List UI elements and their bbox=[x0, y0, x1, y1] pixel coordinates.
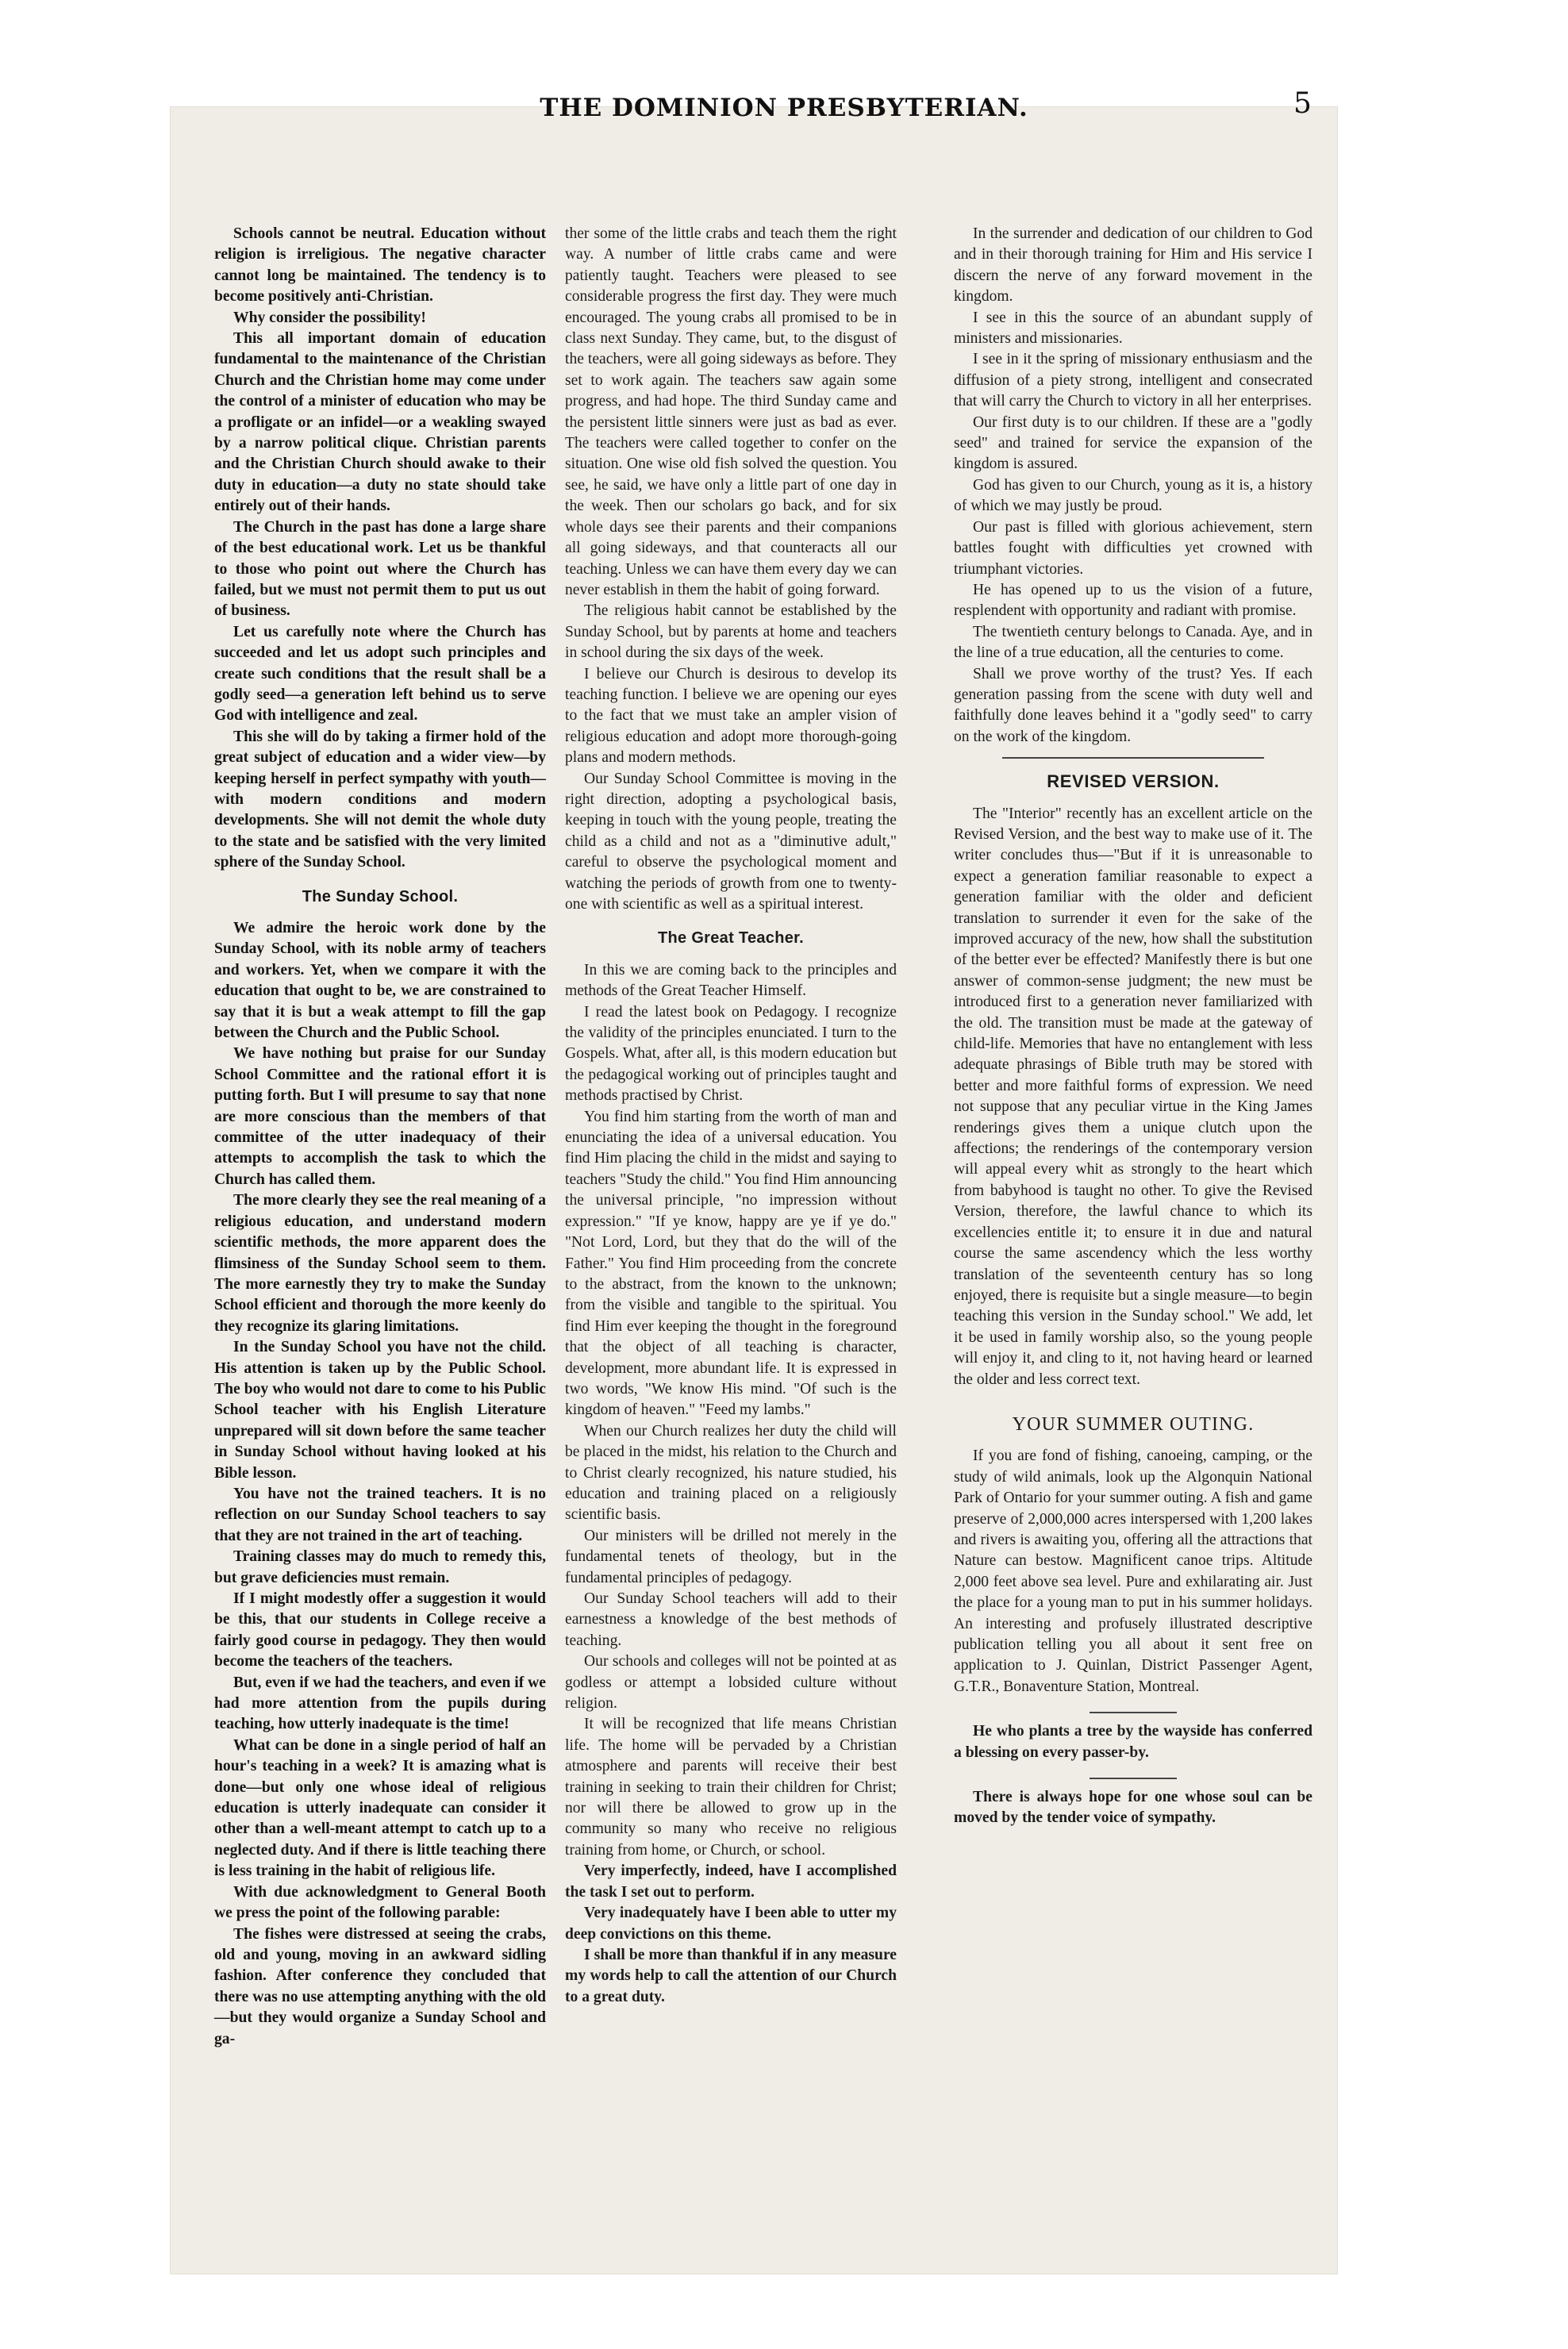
divider-rule bbox=[1002, 757, 1264, 759]
paragraph: Why consider the possibility! bbox=[233, 309, 426, 326]
masthead-title: THE DOMINION PRESBYTERIAN. bbox=[540, 94, 1028, 122]
paragraph: Very imperfectly, indeed, have I accomplished the task I set out to perform. bbox=[565, 1863, 897, 1901]
paragraph: You find him starting from the worth of man and enunciating the idea of a universal education. You find Him placing the child in the midst and saying to teachers "Study the child." You find Him announcing the universal principle, "no impression without expression." "If ye know, happy are ye if ye do." "Not Lord, Lord, but they that do the will of the Father." You find Him proceeding from the concrete to the abstract, from the known to the unknown; from the visible and tangible to the spiritual. You find Him ever keeping the thought in the foreground that the object of all teaching is character, development, more abundant life. It is expressed in two words, "We know His mind. "Of such is the kingdom of heaven." "Feed my lambs." bbox=[565, 1108, 897, 1419]
paragraph: What can be done in a single period of half an hour's teaching in a week? It is amazing what is done—but only one whose ideal of religious education is utterly inadequate can consider it other than a well-meant attempt to catch up to a neglected duty. And if there is little teaching there is less training in the habit of religious life. bbox=[214, 1736, 546, 1880]
page-number: 5 bbox=[1293, 87, 1312, 120]
paragraph: Our Sunday School teachers will add to their earnestness a knowledge of the best methods of teaching. bbox=[565, 1590, 897, 1649]
paragraph: In the Sunday School you have not the child. His attention is taken up by the Public School. The boy who would not dare to come to his Public School teacher with his English Literature unprepared will sit down before the same teacher in Sunday School without having looked at his Bible lesson. bbox=[214, 1339, 546, 1482]
paragraph: We have nothing but praise for our Sunday School Committee and the rational effort it is putting forth. But I will presume to say that none are more conscious than the members of that committee of the utter inadequacy of their attempts to accomplish the task to which the Church has called them. bbox=[214, 1045, 546, 1188]
paragraph: I shall be more than thankful if in any measure my words help to call the attention of our Church to a great duty. bbox=[565, 1946, 897, 2005]
section-heading-summer-outing: YOUR SUMMER OUTING. bbox=[1012, 1413, 1255, 1435]
column-1 bbox=[214, 224, 546, 2050]
paragraph: Very inadequately have I been able to utter my deep convictions on this theme. bbox=[565, 1905, 897, 1943]
paragraph: This all important domain of education fundamental to the maintenance of the Christian Church and the Christian home may come under the control of a minister of education who may be a profligate or an infidel—or a weakling swayed by a narrow political clique. Christian parents and the Christian Church should awake to their duty in education—a duty no state should take entirely out of their hands. bbox=[214, 330, 546, 515]
paragraph: God has given to our Church, young as it is, a history of which we may justly be proud. bbox=[954, 476, 1312, 515]
paragraph: Shall we prove worthy of the trust? Yes. If each generation passing from the scene with duty well and faithfully done leaves behind it a "godly seed" to carry on the work of the kingdom. bbox=[954, 665, 1312, 745]
paragraph: Our past is filled with glorious achievement, stern battles fought with difficulties yet crowned with triumphant victories. bbox=[954, 518, 1312, 578]
paragraph: We admire the heroic work done by the Sunday School, with its noble army of teachers and workers. Yet, when we compare it with the education that ought to be, we are constrained to say that it is but a weak attempt to fill the gap between the Church and the Public School. bbox=[214, 920, 546, 1042]
paragraph: ther some of the little crabs and teach them the right way. A number of little crabs came and were patiently taught. Teachers were pleased to see considerable progress the first day. They were much encouraged. The young crabs all promised to be in class next Sunday. They came, but, to the disgust of the teachers, were all going sideways as before. They set to work again. The teachers saw again some progress, and had hope. The third Sunday came and the persistent little sinners were just as bad as ever. The teachers were called together to confer on the situation. One wise old fish solved the question. You see, he said, we have only a little part of one day in the week. Then our scholars go back, and for six whole days see their parents and their companions all going sideways, and that counteracts all our teaching. Unless we can have them every day we can never establish in them the habit of going forward. bbox=[565, 225, 897, 598]
paragraph: I see in it the spring of missionary enthusiasm and the diffusion of a piety strong, intelligent and consecrated that will carry the Church to victory in all her enterprises. bbox=[954, 351, 1312, 410]
paragraph: Our ministers will be drilled not merely in the fundamental tenets of theology, but in the fundamental principles of pedagogy. bbox=[565, 1527, 897, 1586]
column-3 bbox=[954, 224, 1312, 1829]
divider-rule bbox=[1090, 1778, 1177, 1779]
paragraph: I read the latest book on Pedagogy. I recognize the validity of the principles enunciated. I turn to the Gospels. What, after all, is this modern education but the pedagogical working out of principles taught and methods practised by Christ. bbox=[565, 1003, 897, 1105]
section-heading-revised-version: REVISED VERSION. bbox=[1047, 771, 1220, 792]
paragraph: With due acknowledgment to General Booth we press the point of the following parable: bbox=[214, 1883, 546, 1922]
paragraph: Let us carefully note where the Church has succeeded and let us adopt such principles and create such conditions that the result shall be a godly seed—a generation left behind us to serve God with intelligence and zeal. bbox=[214, 623, 546, 725]
column-2 bbox=[565, 224, 897, 2008]
paragraph: Our Sunday School Committee is moving in the right direction, adopting a psychological basis, keeping in touch with the young people, treating the child as a child and not as a "diminutive adult," careful to observe the psychological moment and watching the periods of growth from one to twenty-one with scientific as well as a spiritual interest. bbox=[565, 770, 897, 913]
paragraph: I see in this the source of an abundant supply of ministers and missionaries. bbox=[954, 309, 1312, 348]
paragraph: Our schools and colleges will not be pointed at as godless or attempt a lobsided culture without religion. bbox=[565, 1653, 897, 1713]
paragraph: This she will do by taking a firmer hold of the great subject of education and a wider view—by keeping herself in perfect sympathy with youth—with modern conditions and modern developments. She will not demit the whole duty to the state and be satisfied with the very limited sphere of the Sunday School. bbox=[214, 728, 546, 871]
paragraph: If you are fond of fishing, canoeing, camping, or the study of wild animals, look up the Algonquin National Park of Ontario for your summer outing. A fish and game preserve of 2,000,000 acres interspersed with 1,200 lakes and rivers is awaiting you, offering all the attractions that Nature can bestow. Magnificent canoe trips. Altitude 2,000 feet above sea level. Pure and exhilarating air. Just the place for a young man to put in his summer holidays. An interesting and profusely illustrated descriptive publication telling you all about it sent free on application to J. Quinlan, District Passenger Agent, G.T.R., Bonaventure Station, Montreal. bbox=[954, 1447, 1312, 1695]
paragraph: You have not the trained teachers. It is no reflection on our Sunday School teachers to say that they are not trained in the art of teaching. bbox=[214, 1485, 546, 1544]
paragraph: The religious habit cannot be established by the Sunday School, but by parents at home and teachers in school during the six days of the week. bbox=[565, 602, 897, 662]
paragraph: Training classes may do much to remedy this, but grave deficiencies must remain. bbox=[214, 1548, 546, 1586]
paragraph: The "Interior" recently has an excellent article on the Revised Version, and the best way to make use of it. The writer concludes thus—"But if it is unreasonable to expect a generation familiar reasonable to expect a generation familiar with the older and deficient translation to surrender it even for the sake of the improved accuracy of the new, how shall the substitution of the better ever be effected? Manifestly there is but one answer of common-sense judgment; the new must be introduced first to a generation never familiarized with the old. The transition must be made at the gateway of child-life. Memories that have no entanglement with less adequate phrasings of Bible truth may be stored with better and more faithful forms of expression. We need not suppose that any peculiar virtue in the King James renderings gives them a unique clutch upon the affections; the renderings of the contemporary version will appeal every whit as strongly to the heart which from babyhood is taught no other. To give the Revised Version, therefore, the lawful chance to which its excellencies entitle it; to ensure it in due and natural course the same ascendency which the less worthy translation of the seventeenth century has so long enjoyed, there is requisite but a single measure—to begin teaching this version in the Sunday school." We add, let it be used in family worship also, so the young people will enjoy it, and cling to it, not having heard or learned the older and less correct text. bbox=[954, 805, 1312, 1388]
section-heading-great-teacher: The Great Teacher. bbox=[658, 929, 804, 948]
maxim: He who plants a tree by the wayside has conferred a blessing on every passer-by. bbox=[954, 1723, 1312, 1761]
divider-rule bbox=[1090, 1712, 1177, 1713]
paragraph: He has opened up to us the vision of a future, resplendent with opportunity and radiant with promise. bbox=[954, 581, 1312, 620]
maxim: There is always hope for one whose soul can be moved by the tender voice of sympathy. bbox=[954, 1789, 1312, 1827]
paragraph: If I might modestly offer a suggestion it would be this, that our students in College receive a fairly good course in pedagogy. They then would become the teachers of the teachers. bbox=[214, 1590, 546, 1670]
paragraph: When our Church realizes her duty the child will be placed in the midst, his relation to the Church and to Christ clearly recognized, his nature studied, his education and training placed on a religiously scientific basis. bbox=[565, 1422, 897, 1524]
paragraph: Schools cannot be neutral. Education without religion is irreligious. The negative character cannot long be maintained. The tendency is to become positively anti-Christian. bbox=[214, 225, 546, 306]
paragraph: The Church in the past has done a large share of the best educational work. Let us be thankful to those who point out where the Church has failed, but we must not permit them to put us out of business. bbox=[214, 518, 546, 620]
paragraph: Our first duty is to our children. If these are a "godly seed" and trained for service the expansion of the kingdom is assured. bbox=[954, 413, 1312, 473]
paragraph: But, even if we had the teachers, and even if we had more attention from the pupils during teaching, how utterly inadequate is the time! bbox=[214, 1674, 547, 1733]
paragraph: It will be recognized that life means Christian life. The home will be pervaded by a Christian atmosphere and parents will receive their best training in seeking to train their children for Christ; nor will there be allowed to grow up in the community so many who receive no religious training from home, or Church, or school. bbox=[565, 1716, 897, 1859]
paragraph: In the surrender and dedication of our children to God and in their thorough training for Him and His service I discern the nerve of any forward movement in the kingdom. bbox=[954, 225, 1312, 306]
paragraph: The fishes were distressed at seeing the crabs, old and young, moving in an awkward sidling fashion. After conference they concluded that there was no use attempting anything with the old—but they would organize a Sunday School and ga- bbox=[214, 1925, 546, 2047]
paragraph: The more clearly they see the real meaning of a religious education, and understand modern scientific methods, the more apparent does the flimsiness of the Sunday School seem to them. The more earnestly they try to make the Sunday School efficient and thorough the more keenly do they recognize its glaring limitations. bbox=[214, 1192, 546, 1335]
paragraph: I believe our Church is desirous to develop its teaching function. I believe we are opening our eyes to the fact that we must take an ampler vision of religious education and adopt more thorough-going plans and modern methods. bbox=[565, 665, 897, 767]
section-heading-sunday-school: The Sunday School. bbox=[302, 887, 459, 905]
paragraph: In this we are coming back to the principles and methods of the Great Teacher Himself. bbox=[565, 961, 897, 1000]
paragraph: The twentieth century belongs to Canada. Aye, and in the line of a true education, all the centuries to come. bbox=[954, 623, 1312, 662]
